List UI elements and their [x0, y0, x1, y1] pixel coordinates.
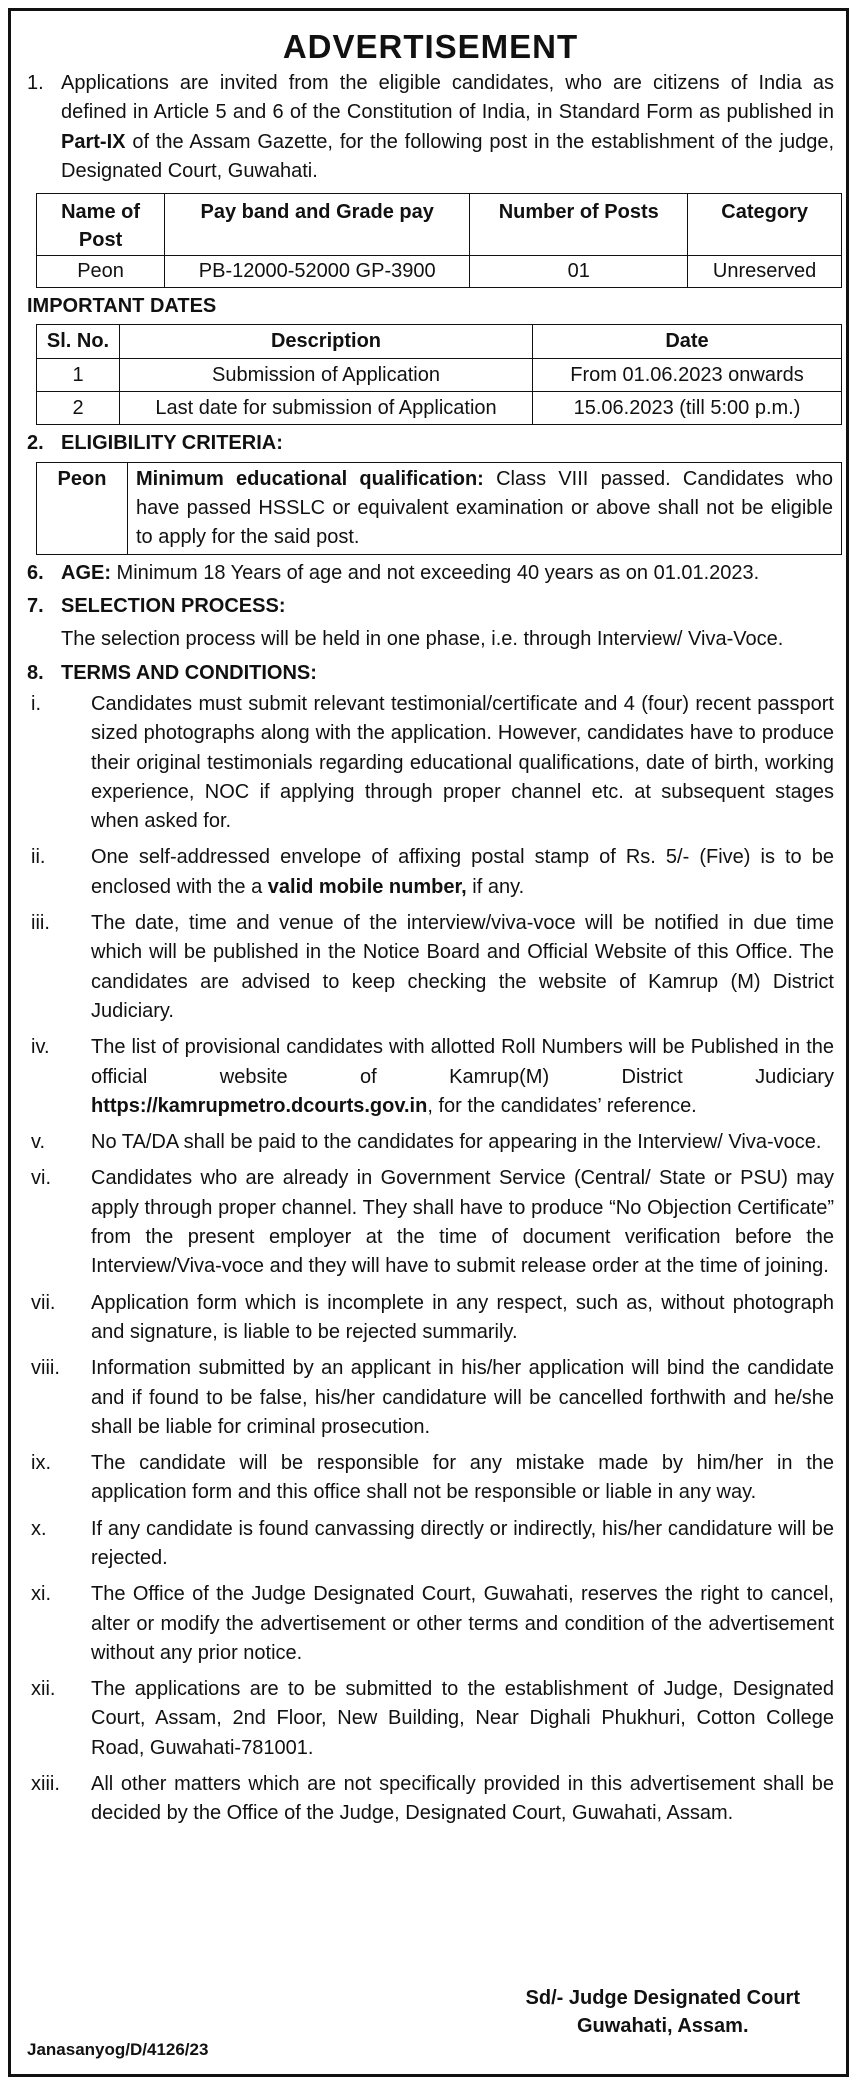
list-item — [27, 1128, 834, 1157]
list-item — [27, 843, 834, 902]
term-text-part: Candidates who are already in Government Service (Central/ State or PSU) may apply through proper channel. They shall have to produce “No Objection Certificate” from the present employer at the time of document verification before the Interview/Viva-voce and they will have to submit release order at the time of joining. — [91, 1167, 834, 1278]
term-text-part: No TA/DA shall be paid to the candidates for appearing in the Interview/ Viva-voce. — [91, 1131, 822, 1154]
eligibility-table — [36, 462, 842, 555]
term-numeral: ix. — [31, 1452, 51, 1475]
eligibility-label: Minimum educational qualification: — [136, 467, 484, 490]
term-text-part: , for the candidates’ reference. — [427, 1094, 697, 1117]
list-item — [27, 1449, 834, 1508]
term-text — [91, 690, 834, 836]
term-text — [91, 1164, 834, 1281]
age-number: 6. — [27, 561, 44, 584]
term-numeral: iv. — [31, 1036, 50, 1059]
age-text — [61, 559, 834, 588]
terms-number: 8. — [27, 661, 44, 684]
term-text — [91, 1128, 834, 1157]
term-numeral: viii. — [31, 1357, 60, 1380]
post-table-header: Number of Posts — [470, 194, 688, 256]
table-row — [37, 359, 842, 392]
post-table-header: Pay band and Grade pay — [165, 194, 470, 256]
post-table — [36, 193, 842, 288]
dates-table-cell: 1 — [37, 359, 120, 392]
age-section — [27, 559, 834, 588]
reference-number: Janasanyog/D/4126/23 — [27, 2040, 209, 2059]
term-text — [91, 909, 834, 1026]
selection-number: 7. — [27, 595, 44, 618]
age-detail: Minimum 18 Years of age and not exceeding 40 years as on 01.01.2023. — [111, 561, 760, 584]
term-text-part: The candidate will be responsible for any mistake made by him/her in the application form and this office shall not be responsible or liable in any way. — [91, 1452, 834, 1504]
term-text-part: Candidates must submit relevant testimonial/certificate and 4 (four) recent passport sized photographs along with the application. However, candidates have to produce their original testimonials regarding educational qualifications, date of birth, working experience, NOC if applying through proper channel etc. at subsequent stages when asked for. — [91, 692, 834, 833]
selection-body — [61, 592, 834, 655]
term-text-part: The date, time and venue of the interview/viva-voce will be notified in due time which will be published in the Notice Board and Official Website of this Office. The candidates are advised to keep checking the website of Kamrup (M) District Judiciary. — [91, 912, 834, 1022]
term-text-part: All other matters which are not specifically provided in this advertisement shall be decided by the Office of the Judge, Designated Court, Guwahati, Assam. — [91, 1773, 834, 1825]
term-text-part: if any. — [466, 875, 525, 898]
selection-heading: SELECTION PROCESS: — [61, 595, 286, 618]
terms-heading: TERMS AND CONDITIONS: — [61, 661, 317, 684]
term-text-part: The list of provisional candidates with allotted Roll Numbers will be Published in the official website of Kamrup(M) District Judiciary — [91, 1036, 834, 1088]
intro-paragraph — [27, 69, 834, 186]
list-item — [27, 690, 834, 836]
dates-table-cell: 2 — [37, 392, 120, 425]
eligibility-post: Peon — [37, 462, 128, 554]
page-title: ADVERTISEMENT — [282, 28, 579, 65]
list-item — [27, 1033, 834, 1121]
intro-text — [61, 69, 834, 186]
terms-list — [27, 690, 834, 1829]
table-row — [37, 256, 842, 288]
list-item — [27, 1354, 834, 1442]
table-row — [37, 392, 842, 425]
advertisement-content — [11, 11, 846, 1829]
term-numeral: vii. — [31, 1291, 56, 1314]
term-numeral: xiii. — [31, 1773, 60, 1796]
term-numeral: xii. — [31, 1678, 56, 1701]
list-item — [27, 1164, 834, 1281]
dates-table-header-row — [37, 325, 842, 359]
list-item — [27, 1515, 834, 1574]
term-text-part: Application form which is incomplete in any respect, such as, without photograph and signature, is liable to be rejected summarily. — [91, 1291, 834, 1343]
intro-text-part: of the Assam Gazette, for the following post in the establishment of the judge, Designated Court, Guwahati. — [61, 130, 834, 182]
list-item — [27, 1675, 834, 1763]
eligibility-section — [27, 429, 834, 458]
term-text-part: If any candidate is found canvassing directly or indirectly, his/her candidature will be rejected. — [91, 1517, 834, 1569]
dates-table-header: Sl. No. — [37, 325, 120, 359]
term-numeral: xi. — [31, 1583, 51, 1606]
term-bold-part: valid mobile number, — [267, 875, 467, 898]
intro-bold-part: Part-IX — [61, 130, 126, 153]
term-numeral: v. — [31, 1131, 46, 1154]
term-numeral: vi. — [31, 1167, 51, 1190]
post-table-cell: 01 — [470, 256, 688, 288]
list-item — [27, 909, 834, 1026]
dates-table-cell: 15.06.2023 (till 5:00 p.m.) — [533, 392, 842, 425]
selection-text: The selection process will be held in one phase, i.e. through Interview/ Viva-Voce. — [61, 628, 784, 651]
dates-table-cell: From 01.06.2023 onwards — [533, 359, 842, 392]
term-text — [91, 1580, 834, 1668]
table-row — [37, 462, 842, 554]
term-text — [91, 1354, 834, 1442]
term-numeral: i. — [31, 692, 41, 715]
term-text-part: Information submitted by an applicant in his/her application will bind the candidate and if found to be false, his/her candidature will be cancelled forthwith and he/she shall be liable for criminal prosecution. — [91, 1357, 834, 1438]
dates-table-header: Description — [120, 325, 533, 359]
term-text — [91, 1289, 834, 1348]
term-text — [91, 1770, 834, 1829]
term-text — [91, 1449, 834, 1508]
list-item — [27, 1770, 834, 1829]
selection-section — [27, 592, 834, 655]
important-dates-heading: IMPORTANT DATES — [27, 295, 217, 318]
post-table-header-row — [37, 194, 842, 256]
terms-section — [27, 659, 834, 688]
age-label: AGE: — [61, 561, 111, 584]
term-numeral: iii. — [31, 912, 50, 935]
post-table-cell: Unreserved — [688, 256, 842, 288]
dates-table-header: Date — [533, 325, 842, 359]
intro-text-part: Applications are invited from the eligible candidates, who are citizens of India as defined in Article 5 and 6 of the Constitution of India, in Standard Form as published in — [61, 72, 834, 124]
signature-block — [526, 1984, 800, 2040]
eligibility-number: 2. — [27, 432, 44, 455]
eligibility-detail: Class VIII passed. Candidates who have passed HSSLC or equivalent examination or above shall not be eligible to apply for the said post. — [136, 467, 833, 548]
post-table-cell: PB-12000-52000 GP-3900 — [165, 256, 470, 288]
term-numeral: ii. — [31, 846, 46, 869]
term-text — [91, 1033, 834, 1121]
eligibility-heading: ELIGIBILITY CRITERIA: — [61, 432, 283, 455]
list-item — [27, 1580, 834, 1668]
dates-table-cell: Last date for submission of Application — [120, 392, 533, 425]
term-numeral: x. — [31, 1517, 47, 1540]
advertisement-page — [8, 8, 849, 2077]
dates-table-cell: Submission of Application — [120, 359, 533, 392]
dates-table — [36, 324, 842, 425]
signature-line-1: Sd/- Judge Designated Court — [525, 1987, 800, 2009]
eligibility-text — [128, 462, 842, 554]
term-text — [91, 1675, 834, 1763]
term-text — [91, 843, 834, 902]
term-text-part: One self-addressed envelope of affixing postal stamp of Rs. 5/- (Five) is to be enclosed with the a — [91, 846, 834, 898]
signature-line-2: Guwahati, Assam. — [576, 2015, 749, 2037]
post-table-cell: Peon — [37, 256, 165, 288]
post-table-header: Category — [688, 194, 842, 256]
term-bold-part: https://kamrupmetro.dcourts.gov.in — [91, 1094, 428, 1117]
post-table-header: Name of Post — [37, 194, 165, 256]
term-text — [91, 1515, 834, 1574]
term-text-part: The applications are to be submitted to the establishment of Judge, Designated Court, Assam, 2nd Floor, New Building, Near Dighali Phukhuri, Cotton College Road, Guwahati-781001. — [91, 1678, 834, 1759]
footer — [11, 1978, 846, 2074]
list-item — [27, 1289, 834, 1348]
term-text-part: The Office of the Judge Designated Court, Guwahati, reserves the right to cancel, alter or modify the advertisement or other terms and condition of the advertisement without any prior notice. — [91, 1583, 834, 1664]
intro-number: 1. — [27, 72, 44, 94]
